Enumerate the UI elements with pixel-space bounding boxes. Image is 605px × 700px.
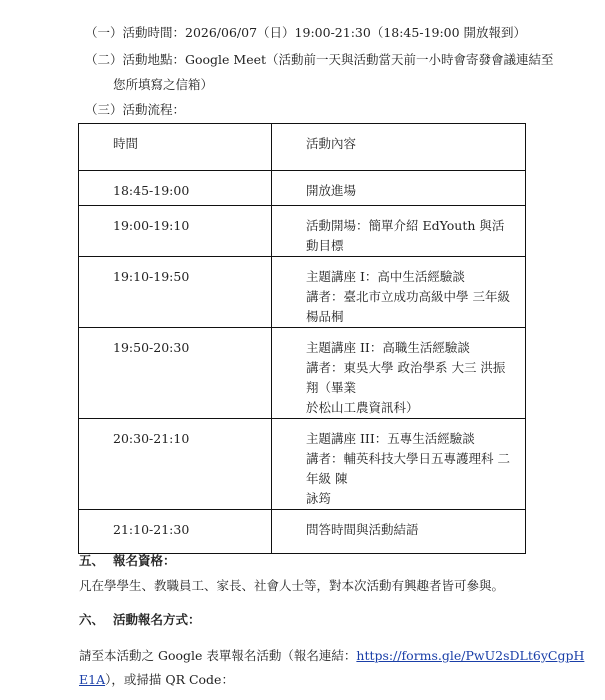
table-row (79, 257, 526, 328)
row-content-line: 開放進場 (306, 183, 357, 198)
header-time: 時間 (79, 124, 272, 171)
header-content: 活動內容 (272, 124, 526, 171)
activity-flow-heading: （三）活動流程： (85, 102, 186, 117)
table-header-row (79, 124, 526, 171)
section-5-heading (79, 552, 176, 570)
row-time: 19:10-19:50 (79, 257, 272, 328)
registration-link-continued[interactable]: E1A (79, 672, 106, 687)
row-content-line: 於松山工農資訊科） (306, 400, 419, 415)
section-title: 活動報名方式： (113, 612, 201, 627)
row-time: 20:30-21:10 (79, 419, 272, 510)
row-time: 19:00-19:10 (79, 206, 272, 257)
row-content-line: 詠筠 (306, 491, 332, 506)
row-content (272, 257, 526, 328)
row-content-line: 活動開場：簡單介紹 EdYouth 與活動目標 (306, 218, 505, 253)
row-content-line: 主題講座 I：高中生活經驗談 (306, 269, 465, 284)
table-row (79, 206, 526, 257)
section-number: 五、 (79, 553, 105, 568)
registration-link[interactable]: https://forms.gle/PwU2sDLt6yCgpH (356, 648, 585, 663)
schedule-table (78, 123, 526, 554)
table-row (79, 419, 526, 510)
row-time: 21:10-21:30 (79, 510, 272, 554)
activity-place-line: （二）活動地點：Google Meet（活動前一天與活動當天前一小時會寄發會議連結至 (85, 52, 554, 67)
row-time: 19:50-20:30 (79, 328, 272, 419)
activity-time-line: （一）活動時間：2026/06/07（日）19:00-21:30（18:45-19:00 開放報到） (85, 25, 527, 40)
row-content (272, 419, 526, 510)
table-row (79, 510, 526, 554)
row-content-line: 講者：輔英科技大學日五專護理科 二年級 陳 (306, 451, 510, 486)
registration-text: 請至本活動之 Google 表單報名活動（報名連結： (79, 648, 357, 663)
section-5-body: 凡在學學生、教職員工、家長、社會人士等，對本次活動有興趣者皆可參與。 (79, 578, 505, 593)
table-row (79, 171, 526, 206)
row-content-line: 主題講座 II：高職生活經驗談 (306, 340, 470, 355)
row-content (272, 206, 526, 257)
section-6-heading (79, 611, 201, 629)
row-content (272, 328, 526, 419)
qr-code-text: ），或掃描 QR Code： (105, 672, 234, 687)
activity-place-line-continued: 您所填寫之信箱） (113, 77, 214, 92)
row-time: 18:45-19:00 (79, 171, 272, 206)
row-content-line: 講者：臺北市立成功高級中學 三年級 楊品桐 (306, 289, 510, 324)
section-title: 報名資格： (113, 553, 176, 568)
table-row (79, 328, 526, 419)
row-content-line: 問答時間與活動結語 (306, 522, 419, 537)
section-6-body-continued (79, 671, 234, 689)
section-6-body (79, 647, 584, 665)
section-number: 六、 (79, 612, 105, 627)
row-content (272, 510, 526, 554)
row-content (272, 171, 526, 206)
row-content-line: 主題講座 III：五專生活經驗談 (306, 431, 475, 446)
row-content-line: 講者：東吳大學 政治學系 大三 洪振翔（畢業 (306, 360, 506, 395)
